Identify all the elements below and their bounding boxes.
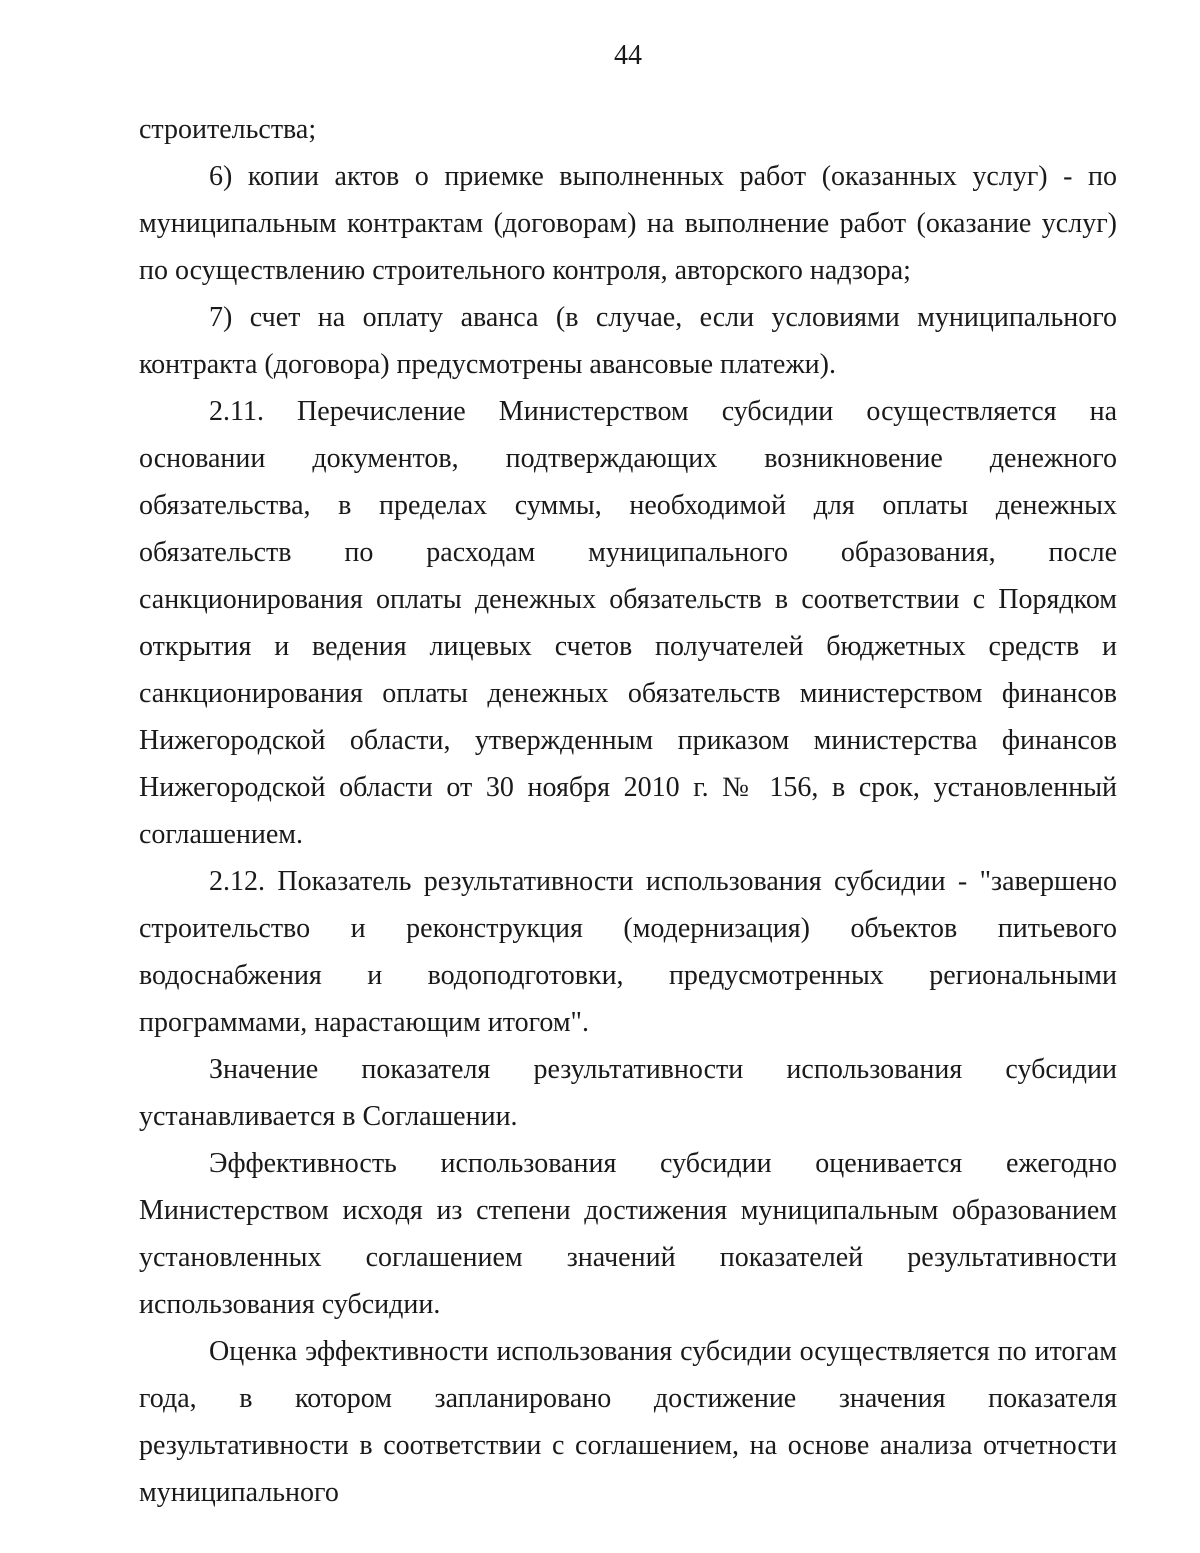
paragraph-continuation: строительства; xyxy=(139,114,317,145)
page-number: 44 xyxy=(614,40,642,71)
paragraph-2-12: 2.12. Показатель результативности использования субсидии - "завершено строительство и реконструкция (модернизация) объектов питьевого водоснабжения и водоподготовки, предусмотренных региональными программами, нарастающим итогом". xyxy=(139,866,1117,1038)
document-body xyxy=(139,106,1117,1516)
paragraph-efficiency-assessment: Оценка эффективности использования субсидии осуществляется по итогам года, в котором запланировано достижение значения показателя результативности в соответствии с соглашением, на основе анализа отчетности муниципального xyxy=(139,1336,1117,1508)
paragraph-2-11: 2.11. Перечисление Министерством субсидии осуществляется на основании документов, подтверждающих возникновение денежного обязательства, в пределах суммы, необходимой для оплаты денежных обязательств по расходам муниципального образования, после санкционирования оплаты денежных обязательств в соответствии с Порядком открытия и ведения лицевых счетов получателей бюджетных средств и санкционирования оплаты денежных обязательств министерством финансов Нижегородской области, утвержденным приказом министерства финансов Нижегородской области от 30 ноября 2010 г. № 156, в срок, установленный соглашением. xyxy=(139,396,1117,850)
paragraph-efficiency: Эффективность использования субсидии оценивается ежегодно Министерством исходя из степени достижения муниципальным образованием установленных соглашением значений показателей результативности использования субсидии. xyxy=(139,1148,1117,1320)
paragraph-indicator-value: Значение показателя результативности использования субсидии устанавливается в Соглашении. xyxy=(139,1054,1117,1132)
paragraph-item-7: 7) счет на оплату аванса (в случае, если условиями муниципального контракта (договора) предусмотрены авансовые платежи). xyxy=(139,302,1117,380)
paragraph-item-6: 6) копии актов о приемке выполненных работ (оказанных услуг) - по муниципальным контрактам (договорам) на выполнение работ (оказание услуг) по осуществлению строительного контроля, авторского надзора; xyxy=(139,161,1117,286)
